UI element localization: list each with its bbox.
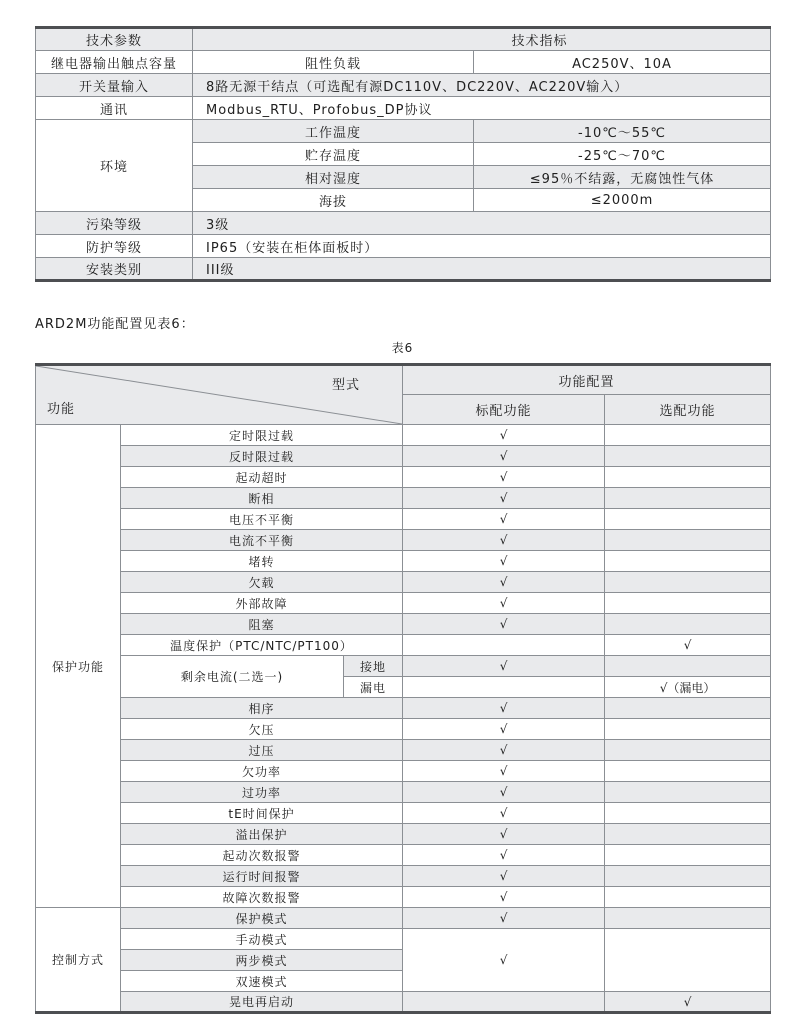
- function-row: [36, 530, 771, 551]
- opt-check-cell: [605, 845, 771, 866]
- param-name-cell: 防护等级: [36, 235, 193, 258]
- opt-check-cell: [605, 467, 771, 488]
- spec-header-row: [36, 28, 771, 51]
- std-check-cell: [403, 677, 605, 698]
- function-row: [36, 908, 771, 929]
- opt-check-cell: [605, 488, 771, 509]
- spec-row-di: [36, 74, 771, 97]
- std-check-cell: √: [403, 551, 605, 572]
- function-name-cell: 断相: [121, 488, 403, 509]
- diagonal-header-cell: [36, 365, 403, 425]
- std-check-cell: √: [403, 698, 605, 719]
- std-check-cell: √: [403, 425, 605, 446]
- config-header-row-1: [36, 365, 771, 395]
- std-check-cell: √: [403, 656, 605, 677]
- value-cell: 3级: [193, 212, 771, 235]
- param-name-cell: 继电器输出触点容量: [36, 51, 193, 74]
- std-check-cell: √: [403, 908, 605, 929]
- function-row: [36, 656, 771, 677]
- header-func-label: 功能: [47, 402, 76, 417]
- function-name-cell: 起动超时: [121, 467, 403, 488]
- param-name-cell: 通讯: [36, 97, 193, 120]
- opt-check-cell: [605, 887, 771, 908]
- opt-check-cell: [605, 656, 771, 677]
- residual-current-label: 剩余电流(二选一): [121, 656, 344, 698]
- function-name-cell: 电流不平衡: [121, 530, 403, 551]
- std-check-cell: √: [403, 824, 605, 845]
- opt-check-cell: [605, 446, 771, 467]
- opt-check-cell: √: [605, 635, 771, 656]
- function-row: [36, 467, 771, 488]
- spec-row-install: [36, 258, 771, 281]
- function-row: [36, 593, 771, 614]
- opt-check-cell: [605, 593, 771, 614]
- std-check-cell: √: [403, 845, 605, 866]
- std-check-cell: √: [403, 866, 605, 887]
- function-row: [36, 425, 771, 446]
- header-standard-label: 标配功能: [403, 395, 605, 425]
- function-name-cell: 堵转: [121, 551, 403, 572]
- std-check-cell: √: [403, 929, 605, 992]
- spec-header-param: 技术参数: [36, 28, 193, 51]
- function-row: [36, 803, 771, 824]
- function-name-cell: 过压: [121, 740, 403, 761]
- opt-check-cell: [605, 425, 771, 446]
- std-check-cell: [403, 992, 605, 1013]
- function-name-cell: 手动模式: [121, 929, 403, 950]
- function-name-cell: 电压不平衡: [121, 509, 403, 530]
- value-cell: -10℃～55℃: [474, 120, 771, 143]
- std-check-cell: [403, 635, 605, 656]
- function-row: [36, 845, 771, 866]
- table6-caption: 表6: [391, 341, 414, 355]
- value-cell: AC250V、10A: [474, 51, 771, 74]
- function-row: [36, 698, 771, 719]
- opt-check-cell: [605, 740, 771, 761]
- std-check-cell: √: [403, 572, 605, 593]
- residual-sub-cell: 漏电: [344, 677, 403, 698]
- spec-row-ip: [36, 235, 771, 258]
- opt-check-cell: [605, 824, 771, 845]
- value-cell: III级: [193, 258, 771, 281]
- function-name-cell: 故障次数报警: [121, 887, 403, 908]
- param-name-cell: 环境: [36, 120, 193, 212]
- function-row: [36, 572, 771, 593]
- std-check-cell: √: [403, 887, 605, 908]
- std-check-cell: √: [403, 488, 605, 509]
- function-row: [36, 488, 771, 509]
- sub-param-cell: 贮存温度: [193, 143, 474, 166]
- opt-check-cell: [605, 551, 771, 572]
- function-name-cell: 定时限过载: [121, 425, 403, 446]
- function-row: [36, 761, 771, 782]
- function-name-cell: 过功率: [121, 782, 403, 803]
- function-name-cell: 外部故障: [121, 593, 403, 614]
- opt-check-cell: [605, 719, 771, 740]
- opt-check-cell: [605, 509, 771, 530]
- opt-check-cell: [605, 929, 771, 992]
- function-name-cell: 温度保护（PTC/NTC/PT100）: [121, 635, 403, 656]
- std-check-cell: √: [403, 782, 605, 803]
- opt-check-cell: √: [605, 992, 771, 1013]
- function-name-cell: 晃电再启动: [121, 992, 403, 1013]
- function-row: [36, 719, 771, 740]
- residual-sub-cell: 接地: [344, 656, 403, 677]
- value-cell: -25℃～70℃: [474, 143, 771, 166]
- function-name-cell: 欠压: [121, 719, 403, 740]
- opt-check-cell: [605, 908, 771, 929]
- function-row: [36, 509, 771, 530]
- function-row: [36, 740, 771, 761]
- sub-param-cell: 工作温度: [193, 120, 474, 143]
- std-check-cell: √: [403, 593, 605, 614]
- function-row: [36, 929, 771, 950]
- intro-text: ARD2M功能配置见表6：: [35, 317, 195, 332]
- param-name-cell: 安装类别: [36, 258, 193, 281]
- std-check-cell: √: [403, 761, 605, 782]
- function-name-cell: 溢出保护: [121, 824, 403, 845]
- value-cell: Modbus_RTU、Profobus_DP协议: [193, 97, 771, 120]
- opt-check-cell: [605, 614, 771, 635]
- opt-check-cell: [605, 530, 771, 551]
- opt-check-cell: [605, 782, 771, 803]
- function-name-cell: 反时限过载: [121, 446, 403, 467]
- value-cell: ≤95％不结露，无腐蚀性气体: [474, 166, 771, 189]
- param-name-cell: 开关量输入: [36, 74, 193, 97]
- function-name-cell: 保护模式: [121, 908, 403, 929]
- header-optional-label: 选配功能: [605, 395, 771, 425]
- std-check-cell: √: [403, 803, 605, 824]
- function-row: [36, 614, 771, 635]
- function-row: [36, 446, 771, 467]
- opt-check-cell: [605, 698, 771, 719]
- function-name-cell: 欠载: [121, 572, 403, 593]
- sub-param-cell: 相对湿度: [193, 166, 474, 189]
- value-cell: 阻性负载: [193, 51, 474, 74]
- header-config-label: 功能配置: [403, 365, 771, 395]
- function-row: [36, 992, 771, 1013]
- spec-row-env-1: [36, 120, 771, 143]
- spec-header-indicator: 技术指标: [193, 28, 771, 51]
- value-cell: IP65（安装在柜体面板时）: [193, 235, 771, 258]
- function-row: [36, 782, 771, 803]
- function-name-cell: 相序: [121, 698, 403, 719]
- opt-check-cell: [605, 761, 771, 782]
- function-config-table: [35, 363, 771, 1014]
- std-check-cell: √: [403, 530, 605, 551]
- function-name-cell: tE时间保护: [121, 803, 403, 824]
- function-row: [36, 551, 771, 572]
- spec-row-pollution: [36, 212, 771, 235]
- value-cell: ≤2000m: [474, 189, 771, 212]
- function-row: [36, 635, 771, 656]
- function-name-cell: 阻塞: [121, 614, 403, 635]
- spec-table: [35, 26, 771, 282]
- group-label-protection: 保护功能: [36, 425, 121, 908]
- sub-param-cell: 海拔: [193, 189, 474, 212]
- function-row: [36, 824, 771, 845]
- std-check-cell: √: [403, 719, 605, 740]
- function-name-cell: 两步模式: [121, 950, 403, 971]
- function-row: [36, 866, 771, 887]
- header-type-label: 型式: [332, 378, 361, 393]
- std-check-cell: √: [403, 614, 605, 635]
- param-name-cell: 污染等级: [36, 212, 193, 235]
- opt-check-cell: √（漏电）: [605, 677, 771, 698]
- spec-row-comm: [36, 97, 771, 120]
- function-row: [36, 887, 771, 908]
- function-name-cell: 起动次数报警: [121, 845, 403, 866]
- opt-check-cell: [605, 572, 771, 593]
- group-label-control: 控制方式: [36, 908, 121, 1013]
- function-name-cell: 欠功率: [121, 761, 403, 782]
- spec-row-relay: [36, 51, 771, 74]
- std-check-cell: √: [403, 467, 605, 488]
- opt-check-cell: [605, 803, 771, 824]
- function-name-cell: 运行时间报警: [121, 866, 403, 887]
- std-check-cell: √: [403, 509, 605, 530]
- std-check-cell: √: [403, 446, 605, 467]
- opt-check-cell: [605, 866, 771, 887]
- function-name-cell: 双速模式: [121, 971, 403, 992]
- value-cell: 8路无源干结点（可选配有源DC110V、DC220V、AC220V输入）: [193, 74, 771, 97]
- std-check-cell: √: [403, 740, 605, 761]
